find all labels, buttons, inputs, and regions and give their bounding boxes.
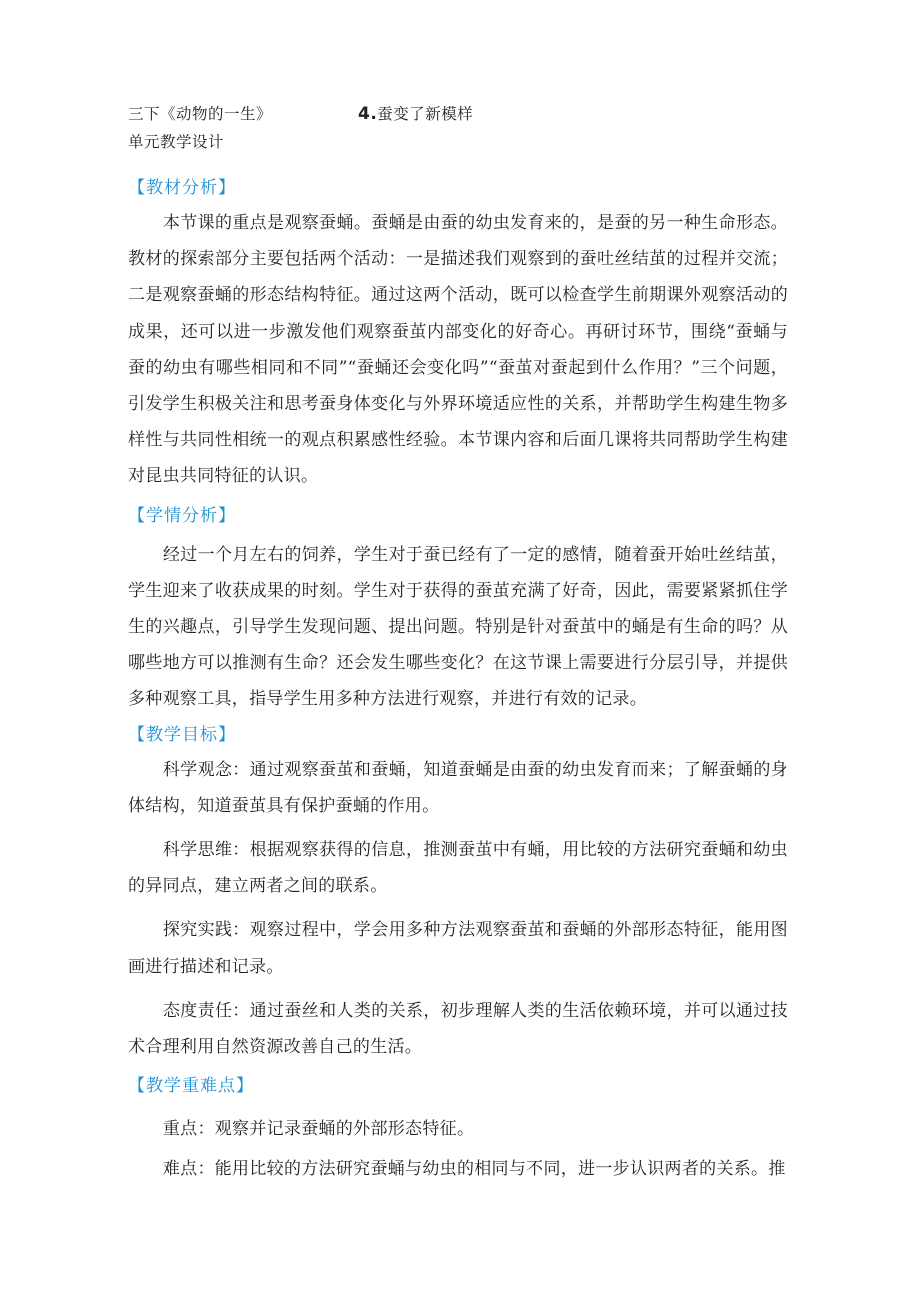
document-body — [128, 171, 788, 1188]
paragraph-objective-concept: 科学观念：通过观察蚕茧和蚕蛹，知道蚕蛹是由蚕的幼虫发育而来；了解蚕蛹的身体结构，知道蚕茧具有保护蚕蛹的作用。 — [128, 759, 788, 816]
paragraph-student-analysis: 经过一个月左右的饲养，学生对于蚕已经有了一定的感情，随着蚕开始吐丝结茧，学生迎来了收获成果的时刻。学生对于获得的蚕茧充满了好奇，因此，需要紧紧抓住学生的兴趣点，引导学生发现问题、提出问题。特别是针对蚕茧中的蛹是有生命的吗？从哪些地方可以推测有生命？还会发生哪些变化？在这节课上需要进行分层引导，并提供多种观察工具，指导学生用多种方法进行观察，并进行有效的记录。 — [128, 544, 788, 710]
paragraph-difficult-point: 难点：能用比较的方法研究蚕蛹与幼虫的相同与不同，进一步认识两者的关系。推 — [162, 1159, 786, 1180]
paragraph-objective-practice: 探究实践：观察过程中，学会用多种方法观察蚕茧和蚕蛹的外部形态特征，能用图画进行描述和记录。 — [128, 920, 788, 977]
paragraph-key-point: 重点：观察并记录蚕蛹的外部形态特征。 — [162, 1119, 475, 1140]
lesson-number: 4. — [358, 104, 378, 124]
lesson-title: 蚕变了新模样 — [377, 105, 474, 123]
paragraph-textbook-analysis: 本节课的重点是观察蚕蛹。蚕蛹是由蚕的幼虫发育来的，是蚕的另一种生命形态。教材的探索部分主要包括两个活动：一是描述我们观察到的蚕吐丝结茧的过程并交流；二是观察蚕蛹的形态结构特征。通过这两个活动，既可以检查学生前期课外观察活动的成果，还可以进一步激发他们观察蚕茧内部变化的好奇心。再研讨环节，围绕“蚕蛹与蚕的幼虫有哪些相同和不同”“蚕蛹还会变化吗”“蚕茧对蚕起到什么作用？”三个问题，引发学生积极关注和思考蚕身体变化与外界环境适应性的关系，并帮助学生构建生物多样性与共同性相统一的观点积累感性经验。本节课内容和后面几课将共同帮助学生构建对昆虫共同特征的认识。 — [128, 213, 788, 487]
section-title-key-points: 【教学重难点】 — [128, 1076, 254, 1097]
section-title-textbook-analysis: 【教材分析】 — [128, 178, 236, 198]
unit-title: 三下《动物的一生》单元教学设计 — [128, 105, 265, 151]
paragraph-objective-thinking: 科学思维：根据观察获得的信息，推测蚕茧中有蛹，用比较的方法研究蚕蛹和幼虫的异同点，建立两者之间的联系。 — [128, 840, 788, 897]
lesson-heading — [358, 100, 473, 128]
section-title-student-analysis: 【学情分析】 — [128, 505, 236, 526]
paragraph-objective-attitude: 态度责任：通过蚕丝和人类的关系，初步理解人类的生活依赖环境，并可以通过技术合理利用自然资源改善自己的生活。 — [128, 1000, 788, 1058]
section-title-teaching-objectives: 【教学目标】 — [128, 724, 236, 745]
